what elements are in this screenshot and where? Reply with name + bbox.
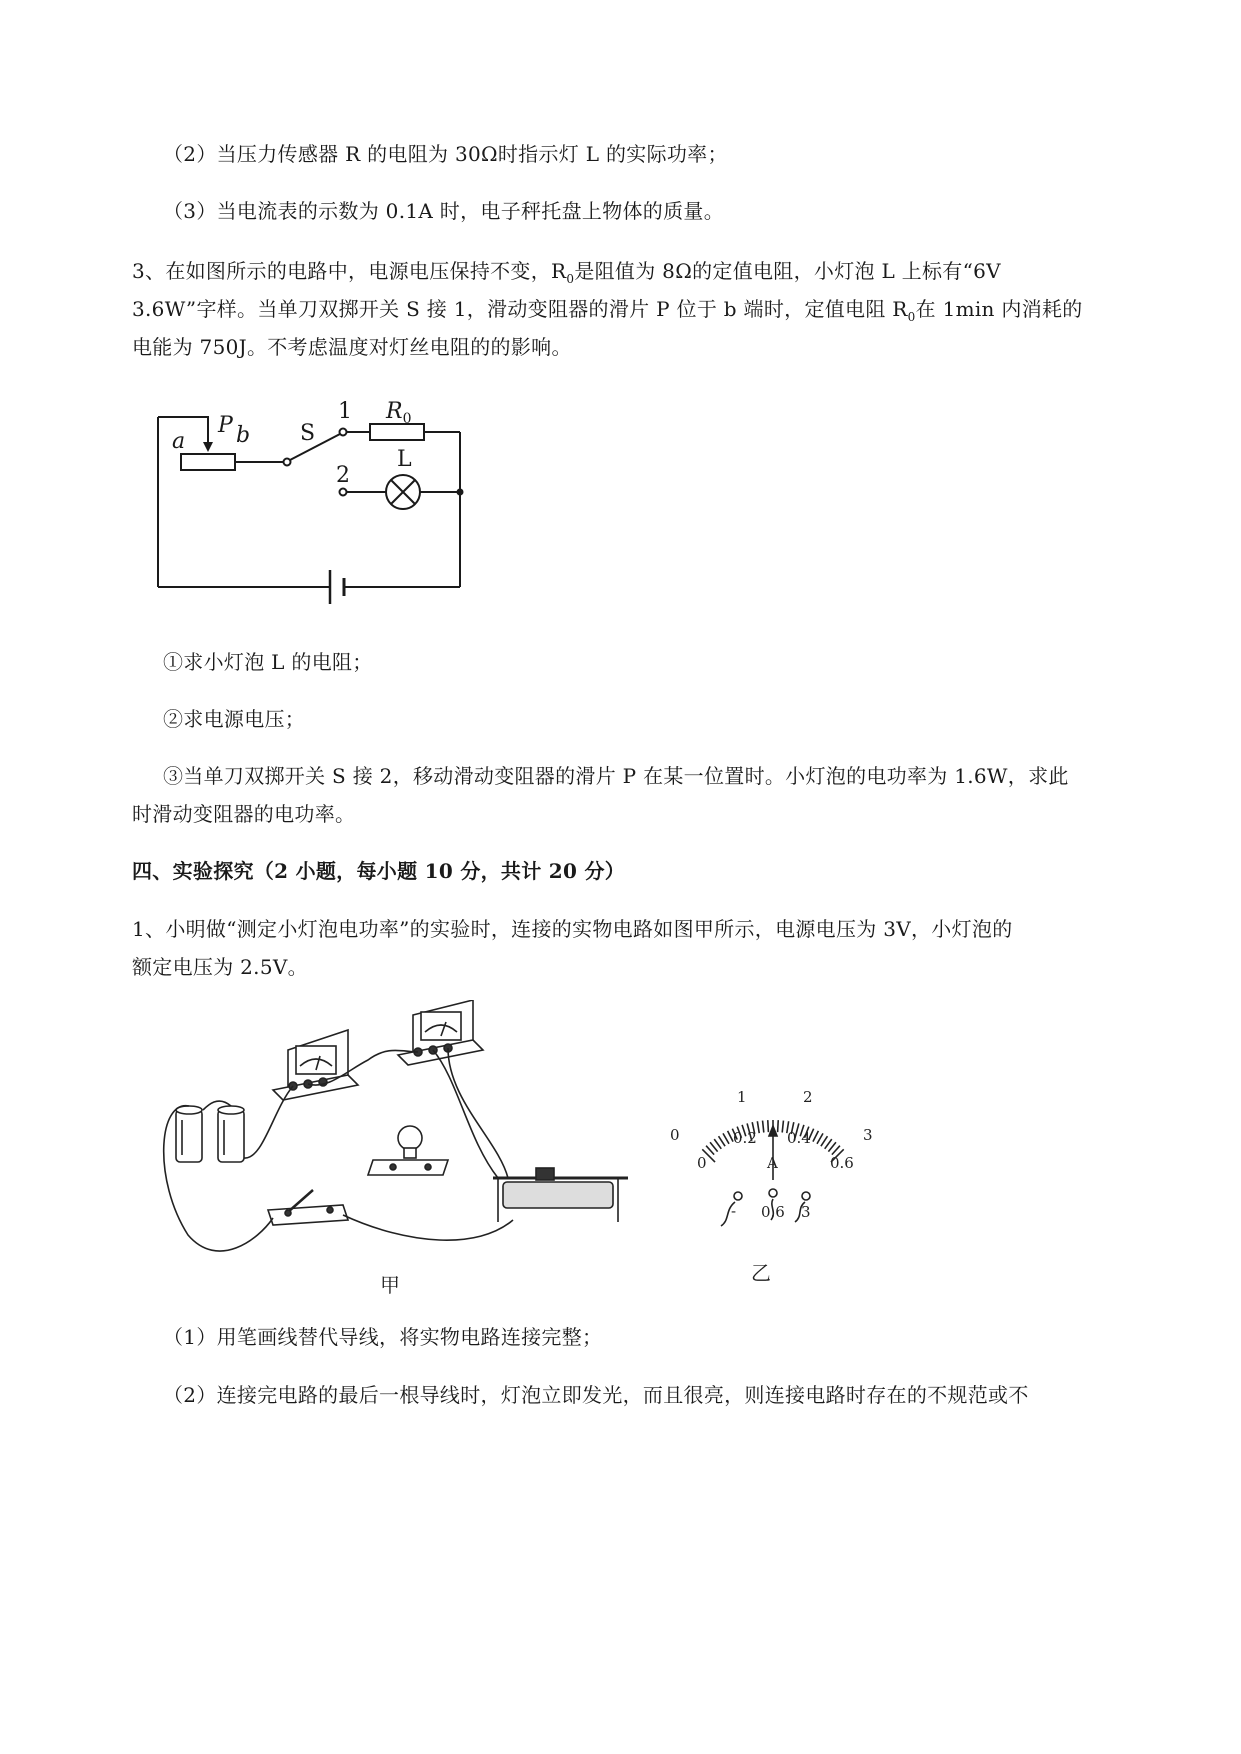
dial-tick xyxy=(719,1136,726,1146)
ammeter-dial-figure xyxy=(665,1080,885,1300)
rheostat-icon xyxy=(493,1168,628,1222)
experiment-1-line2: 额定电压为 2.5V。 xyxy=(132,955,308,979)
figure-yi-label: 乙 xyxy=(751,1261,771,1285)
dial-unit: A xyxy=(767,1154,778,1172)
dial-top-3: 3 xyxy=(863,1126,873,1144)
dial-bottom-0: 0 xyxy=(697,1154,707,1172)
label-1: 1 xyxy=(338,399,352,424)
question-2-3: （3）当电流表的示数为 0.1A 时，电子秤托盘上物体的质量。 xyxy=(163,199,724,223)
question-3-part1: ①求小灯泡 L 的电阻； xyxy=(163,650,373,674)
label-2: 2 xyxy=(336,463,350,488)
terminal-neg: - xyxy=(731,1202,737,1220)
label-p: P xyxy=(218,413,233,438)
circuit-diagram xyxy=(148,392,478,612)
dial-tick xyxy=(763,1121,764,1133)
dial-top-2: 2 xyxy=(803,1088,813,1106)
switch-icon xyxy=(268,1190,348,1225)
dial-tick xyxy=(778,1120,779,1132)
dial-tick xyxy=(782,1121,783,1133)
lamp-icon xyxy=(368,1126,448,1175)
label-r0: $R_0$ xyxy=(386,399,412,427)
label-s: S xyxy=(300,421,316,446)
dial-bottom-02: 0.2 xyxy=(733,1129,757,1147)
question-3-part2: ②求电源电压； xyxy=(163,707,306,731)
dial-tick xyxy=(723,1133,729,1143)
dial-bottom-04: 0.4 xyxy=(787,1129,811,1147)
question-3-text-line1: 3、在如图所示的电路中，电源电压保持不变，$R_0$是阻值为 8Ω的定值电阻，小灯泡 L 上标有“6V xyxy=(132,259,1001,286)
question-3-text-line3: 电能为 750J。不考虑温度对灯丝电阻的的影响。 xyxy=(132,335,572,359)
label-l: L xyxy=(397,447,412,472)
experiment-1-q2: （2）连接完电路的最后一根导线时，灯泡立即发光，而且很亮，则连接电路时存在的不规范或不 xyxy=(163,1383,1029,1407)
terminal-3: 3 xyxy=(801,1203,811,1221)
figure-jia-label: 甲 xyxy=(380,1273,400,1297)
experiment-1-line1: 1、小明做“测定小灯泡电功率”的实验时，连接的实物电路如图甲所示，电源电压为 3V，小灯泡的 xyxy=(132,917,1013,941)
dial-tick xyxy=(813,1131,818,1142)
dial-bottom-06: 0.6 xyxy=(830,1154,854,1172)
dial-top-1: 1 xyxy=(737,1088,747,1106)
experiment-1-q1: （1）用笔画线替代导线，将实物电路连接完整； xyxy=(163,1325,603,1349)
dial-tick xyxy=(817,1133,823,1143)
dial-tick xyxy=(821,1136,828,1146)
question-2-2: （2）当压力传感器 R 的电阻为 30Ω时指示灯 L 的实际功率； xyxy=(163,142,728,166)
section-heading: 四、实验探究（2 小题，每小题 10 分，共计 20 分） xyxy=(132,859,626,883)
question-3-part3-line1: ③当单刀双掷开关 S 接 2，移动滑动变阻器的滑片 P 在某一位置时。小灯泡的电功率为 1.6W，求此 xyxy=(163,764,1069,788)
dial-tick xyxy=(768,1120,769,1132)
terminal-06: 0.6 xyxy=(761,1203,785,1221)
dial-top-0: 0 xyxy=(670,1126,680,1144)
ammeter-icon xyxy=(273,1030,358,1100)
question-3-text-line2: 3.6W”字样。当单刀双掷开关 S 接 1，滑动变阻器的滑片 P 位于 b 端时，定值电阻 $R_0$在 1min 内消耗的 xyxy=(132,297,1083,324)
voltmeter-icon xyxy=(398,1000,483,1065)
dial-tick xyxy=(757,1121,759,1133)
question-3-part3-line2: 时滑动变阻器的电功率。 xyxy=(132,802,356,826)
battery-icon xyxy=(176,1106,244,1162)
label-a: a xyxy=(172,429,186,454)
dial-tick xyxy=(714,1139,721,1149)
label-b: b xyxy=(236,423,251,448)
dial-tick xyxy=(825,1139,832,1149)
physical-circuit-figure xyxy=(148,1000,648,1300)
